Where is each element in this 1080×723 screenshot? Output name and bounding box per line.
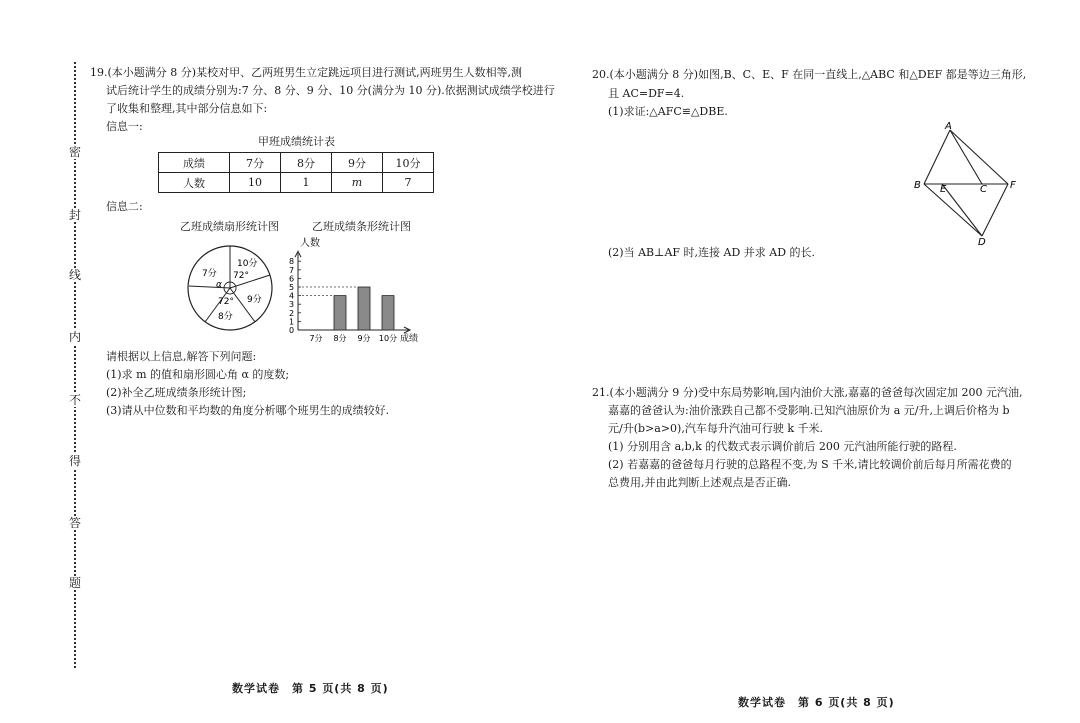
q19-line-2: 试后统计学生的成绩分别为:7 分、8 分、9 分、10 分(满分为 10 分).依据测试成绩学校进行 [106,84,555,97]
q20-line-2: 且 AC=DF=4. [608,87,685,100]
q19-info1-label: 信息一: [106,120,143,133]
q21-line-3: 元/升(b>a>0),汽车每升汽油可行驶 k 千米. [608,422,823,435]
q21-sub-2-line-2: 总费用,并由此判断上述观点是否正确. [608,476,791,489]
margin-char: 不 [68,393,81,407]
pie-label: 72° [218,297,234,307]
point-label-B: B [914,180,921,191]
table-cell: 10 [230,173,281,193]
bar [358,287,370,330]
bar-chart [280,232,430,344]
pie-label: 10分 [237,259,258,269]
y-tick-label: 7 [289,265,295,275]
margin-char: 封 [68,208,81,222]
margin-char: 题 [68,576,81,590]
y-tick-label: 8 [289,257,295,267]
q21-line-1: 21.(本小题满分 9 分)受中东局势影响,国内油价大涨,嘉嘉的爸爸每次固定加 200 元汽油, [592,386,1023,399]
q19-line-1: 19.(本小题满分 8 分)某校对甲、乙两班男生立定跳远项目进行测试,两班男生人数相等,测 [90,66,523,79]
pie-label: 9分 [247,295,262,305]
q19-sub-1: (1)求 m 的值和扇形圆心角 α 的度数; [106,368,290,381]
margin-char: 内 [68,330,81,344]
bar [334,296,346,330]
table-cell: 8分 [281,153,332,173]
y-tick-label: 0 [289,326,295,335]
y-axis-label: 人数 [300,238,320,249]
q21-line-2: 嘉嘉的爸爸认为:油价涨跌自己都不受影响.已知汽油原价为 a 元/升,上调后价格为 b [608,404,1010,417]
line-DB [924,184,982,236]
q21-sub-1: (1) 分别用含 a,b,k 的代数式表示调价前后 200 元汽油所能行驶的路程. [608,440,957,453]
table-cell: 人数 [159,173,230,193]
table-cell: 9分 [332,153,383,173]
x-tick-label: 7分 [309,334,323,343]
q19-sub-2: (2)补全乙班成绩条形统计图; [106,386,247,399]
y-tick-label: 4 [289,291,295,301]
pie-label: α [216,280,222,290]
point-label-F: F [1010,180,1016,191]
q19-sub-3: (3)请从中位数和平均数的角度分析哪个班男生的成绩较好. [106,404,390,417]
q20-line-1: 20.(本小题满分 8 分)如图,B、C、E、F 在同一直线上,△ABC 和△DEF 都是等边三角形, [592,68,1027,81]
q21-sub-2-line-1: (2) 若嘉嘉的爸爸每月行驶的总路程不变,为 S 千米,请比较调价前后每月所需花费的 [608,458,1012,471]
table-cell: 1 [281,173,332,193]
x-axis-label: 成绩 [400,334,419,344]
line-AC [950,130,982,184]
margin-char: 线 [68,268,81,282]
geometry-figure [912,120,1022,246]
table-cell: 10分 [383,153,434,173]
y-tick-label: 5 [289,283,295,292]
table-row [159,173,434,193]
margin-char: 得 [68,454,81,468]
y-tick-label: 6 [289,274,295,284]
point-label-C: C [980,184,987,195]
pie-chart-title: 乙班成绩扇形统计图 [180,220,279,233]
q20-sub-1: (1)求证:△AFC≌△DBE. [608,105,728,118]
page-footer-right: 数学试卷 第 6 页(共 8 页) [738,696,895,709]
point-label-A: A [945,121,952,132]
y-tick-label: 2 [289,308,295,318]
bar [382,296,394,330]
x-tick-label: 10分 [378,334,398,343]
pie-chart [180,236,280,336]
table-cell: m [332,173,383,193]
bar-chart-title: 乙班成绩条形统计图 [312,220,411,233]
score-table [158,152,434,193]
q20-sub-2: (2)当 AB⊥AF 时,连接 AD 并求 AD 的长. [608,246,816,259]
q19-questions-intro: 请根据以上信息,解答下列问题: [106,350,257,363]
pie-label: 72° [233,271,249,281]
x-tick-label: 9分 [357,334,371,343]
q19-line-3: 了收集和整理,其中部分信息如下: [106,102,268,115]
line-DE [942,184,982,236]
line-AB [924,130,950,184]
margin-char: 答 [68,516,81,530]
pie-label: 7分 [202,269,217,279]
margin-char: 密 [68,145,81,159]
table-cell: 7分 [230,153,281,173]
table-cell: 7 [383,173,434,193]
y-tick-label: 3 [289,300,295,310]
line-AF [950,130,1008,184]
point-label-D: D [978,237,986,246]
q19-info2-label: 信息二: [106,200,143,213]
table-cell: 成绩 [159,153,230,173]
pie-label: 8分 [218,312,233,322]
point-label-E: E [940,184,947,195]
x-tick-label: 8分 [333,334,347,343]
y-tick-label: 1 [289,317,295,327]
table-title: 甲班成绩统计表 [258,135,335,148]
page-footer-left: 数学试卷 第 5 页(共 8 页) [232,682,389,695]
table-row [159,153,434,173]
